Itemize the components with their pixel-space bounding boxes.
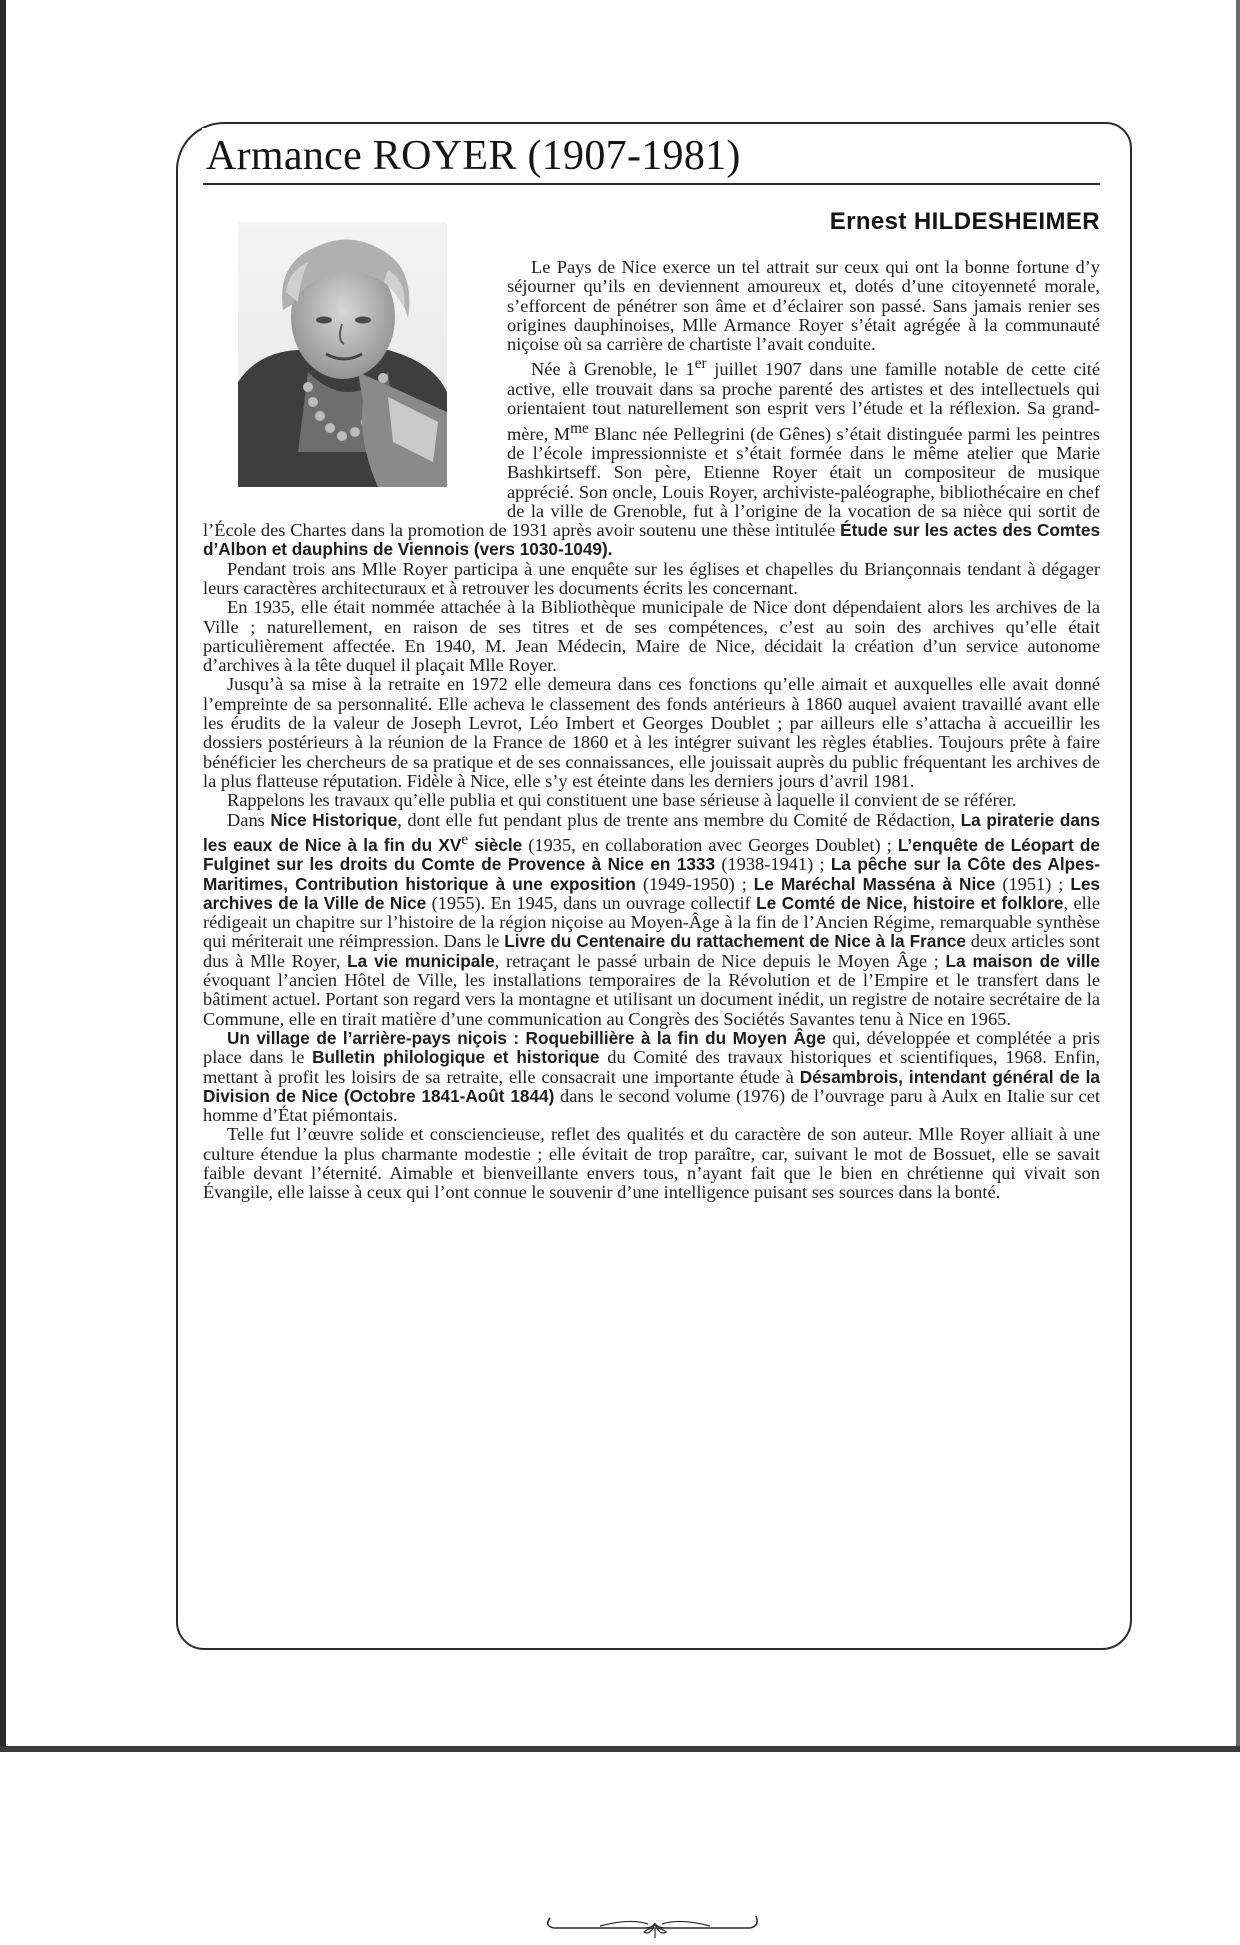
text-run: Née à Grenoble, le 1 xyxy=(531,359,695,380)
text-run: (1938-1941) ; xyxy=(715,854,831,875)
bold-title-run: Désambrois, intendant général de la Division de Nice (Octobre 1841-Août 1844) xyxy=(203,1066,1100,1106)
scan-edge-right xyxy=(1236,0,1240,1752)
text-run: Le Pays de Nice exerce un tel attrait sur ceux qui ont la bonne fortune d’y séjourner qu’ils en deviennent amoureux et, dotés d’une citoyenneté morale, s’efforcent de pénétrer son âme et d’éclairer son passé. Sans jamais renier ses origines dauphinoises, Mlle Armance Royer s’était agrégée à la communauté niçoise où sa carrière de chartiste l’avait conduite. xyxy=(507,257,1100,355)
article-title: Armance ROYER (1907-1981) xyxy=(202,128,747,184)
text-run: Blanc née Pellegrini (de Gênes) s’était distinguée parmi les peintres de l’école impressionniste et s’était formée dans le même atelier que Marie Bashkirtseff. Son père, Etienne Royer était un compositeur de musique apprécié. Son oncle, Louis Royer, archiviste-paléographe, bibliothécaire en chef de la ville de Grenoble, fut à l’origine de la vocation de sa nièce qui sortit de l’École des Chartes dans la promotion de 1931 après avoir soutenu une thèse intitulée xyxy=(203,423,1100,541)
text-run: , retraçant le passé urbain de Nice depuis le Moyen Âge ; xyxy=(494,950,946,971)
bold-title-run: Un village de l’arrière-pays niçois : Roquebillière à la fin du Moyen Âge xyxy=(227,1027,826,1048)
body-paragraph xyxy=(203,675,1100,791)
body-paragraph xyxy=(203,811,1100,1029)
text-run: du Comité des travaux historiques et scientifiques, 1968. Enfin, mettant à profit les loisirs de sa retraite, elle consacrait une importante étude à xyxy=(203,1047,1100,1087)
bold-title-run: siècle xyxy=(468,834,523,855)
scan-edge-bottom xyxy=(0,1746,1240,1752)
text-run: Rappelons les travaux qu’elle publia et qui constituent une base sérieuse à laquelle il convient de se référer. xyxy=(227,790,1017,811)
body-paragraph xyxy=(203,791,1100,810)
text-run: dans le second volume (1976) de l’ouvrage paru à Aulx en Italie sur cet homme d’État piémontais. xyxy=(203,1085,1100,1126)
author-name: Ernest HILDESHEIMER xyxy=(829,208,1100,235)
text-run: qui, développée et complétée a pris place dans le xyxy=(203,1027,1100,1068)
body-paragraph xyxy=(203,1029,1100,1125)
text-run: Dans xyxy=(227,809,271,830)
text-run: Pendant trois ans Mlle Royer participa à une enquête sur les églises et chapelles du Briançonnais tendant à dégager leurs caractères architecturaux et à retrouver les documents écrits les concernant. xyxy=(203,558,1100,598)
text-run: deux articles sont dus à Mlle Royer, xyxy=(203,931,1100,971)
body-paragraph xyxy=(203,1125,1100,1202)
portrait-float-spacer xyxy=(203,258,507,518)
text-run: (1949-1950) ; xyxy=(635,873,754,894)
bold-title-run: La maison de ville xyxy=(945,950,1100,971)
bold-title-run: La piraterie dans les eaux de Nice à la fin du XV xyxy=(203,809,1100,855)
text-run: évoquant l’ancien Hôtel de Ville, les installations temporaires de la Révolution et de l’Empire et le transfert dans le bâtiment actuel. Portant son regard vers la montagne et utilisant un document inédit, un registre de notaire secrétaire de la Commune, elle en tirait matière d’une communication au Congrès des Sociétés Savantes tenu à Nice en 1965. xyxy=(203,970,1100,1029)
fleuron-icon xyxy=(540,1906,770,1940)
decorative-fleuron xyxy=(540,1906,770,1940)
text-run: (1935, en collaboration avec Georges Doublet) ; xyxy=(522,834,898,855)
title-rule xyxy=(203,183,1100,185)
bold-title-run: Étude sur les actes des Comtes d’Albon et dauphins de Viennois (vers 1030-1049). xyxy=(203,520,1100,560)
superscript-run: e xyxy=(461,830,469,848)
body-paragraph xyxy=(203,560,1100,599)
text-run: (1951) ; xyxy=(995,873,1071,894)
text-run: En 1935, elle était nommée attachée à la Bibliothèque municipale de Nice dont dépendaient alors les archives de la Ville ; naturellement, en raison de ses titres et de ses compétences, c’est au soin des archives qu’elle était particulièrement affectée. En 1940, M. Jean Médecin, Maire de Nice, décidait la création d’un service autonome d’archives à la tête duquel il plaçait Mlle Royer. xyxy=(203,597,1100,676)
body-paragraph xyxy=(203,598,1100,675)
text-run: , dont elle fut pendant plus de trente ans membre du Comité de Rédaction, xyxy=(397,809,961,830)
text-run: Jusqu’à sa mise à la retraite en 1972 elle demeura dans ces fonctions qu’elle aimait et auxquelles elle avait donné l’empreinte de sa personnalité. Elle acheva le classement des fonds antérieurs à 1860 auquel avaient travaillé avant elle les érudits de la valeur de Joseph Levrot, Léo Imbert et Georges Doublet ; par ailleurs elle s’attacha à accueillir les dossiers postérieurs à la réunion de la France de 1860 et à les intégrer suivant les règles établies. Toujours prête à faire bénéficier les chercheurs de sa pratique et de ses connaissances, elle jouissait auprès du public fréquentant les archives de la plus flatteuse réputation. Fidèle à Nice, elle s’y est éteinte dans les derniers jours d’avril 1981. xyxy=(203,674,1100,791)
text-run: , elle rédigeait un chapitre sur l’histoire de la région niçoise au Moyen-Âge à la fin de l’Ancien Régime, remarquable synthèse qui mériterait une réimpression. Dans le xyxy=(203,892,1101,952)
bold-title-run: Bulletin philologique et historique xyxy=(312,1047,600,1068)
bold-title-run: La vie municipale xyxy=(347,950,495,971)
bold-title-run: L’enquête de Léopart de Fulginet sur les droits du Comte de Provence à Nice en 1333 xyxy=(203,834,1100,875)
superscript-run: me xyxy=(570,419,589,437)
bold-title-run: Le Maréchal Masséna à Nice xyxy=(753,873,996,894)
bold-title-run: Livre du Centenaire du rattachement de Nice à la France xyxy=(504,931,966,952)
bold-title-run: La pêche sur la Côte des Alpes-Maritimes, Contribution historique à une exposition xyxy=(203,854,1100,894)
text-run: (1955). En 1945, dans un ouvrage collectif xyxy=(426,892,757,913)
bold-title-run: Le Comté de Nice, histoire et folklore xyxy=(756,892,1064,913)
bold-title-run: Les archives de la Ville de Nice xyxy=(203,873,1100,913)
scan-edge-left xyxy=(0,0,6,1752)
bold-title-run: Nice Historique xyxy=(270,809,398,830)
text-run: juillet 1907 dans une famille notable de cette cité active, elle trouvait dans sa proche parenté des artistes et des intellectuels qui orientaient tout naturellement son esprit vers l’étude et la réflexion. Sa grand-mère, M xyxy=(507,359,1100,444)
article-body xyxy=(203,258,1100,1203)
text-run: Telle fut l’œuvre solide et consciencieuse, reflet des qualités et du caractère de son auteur. Mlle Royer alliait à une culture étendue la plus charmante modestie ; elle évitait de trop paraître, car, suivant le mot de Bossuet, elle se savait faible devant l’éternité. Aimable et bienveillante envers tous, n’ayant fait que le bien en chrétienne qui vivait son Évangile, elle laisse à ceux qui l’ont connue le souvenir d’une intelligence puisant ses sources dans la bonté. xyxy=(203,1124,1100,1203)
superscript-run: er xyxy=(694,355,707,373)
